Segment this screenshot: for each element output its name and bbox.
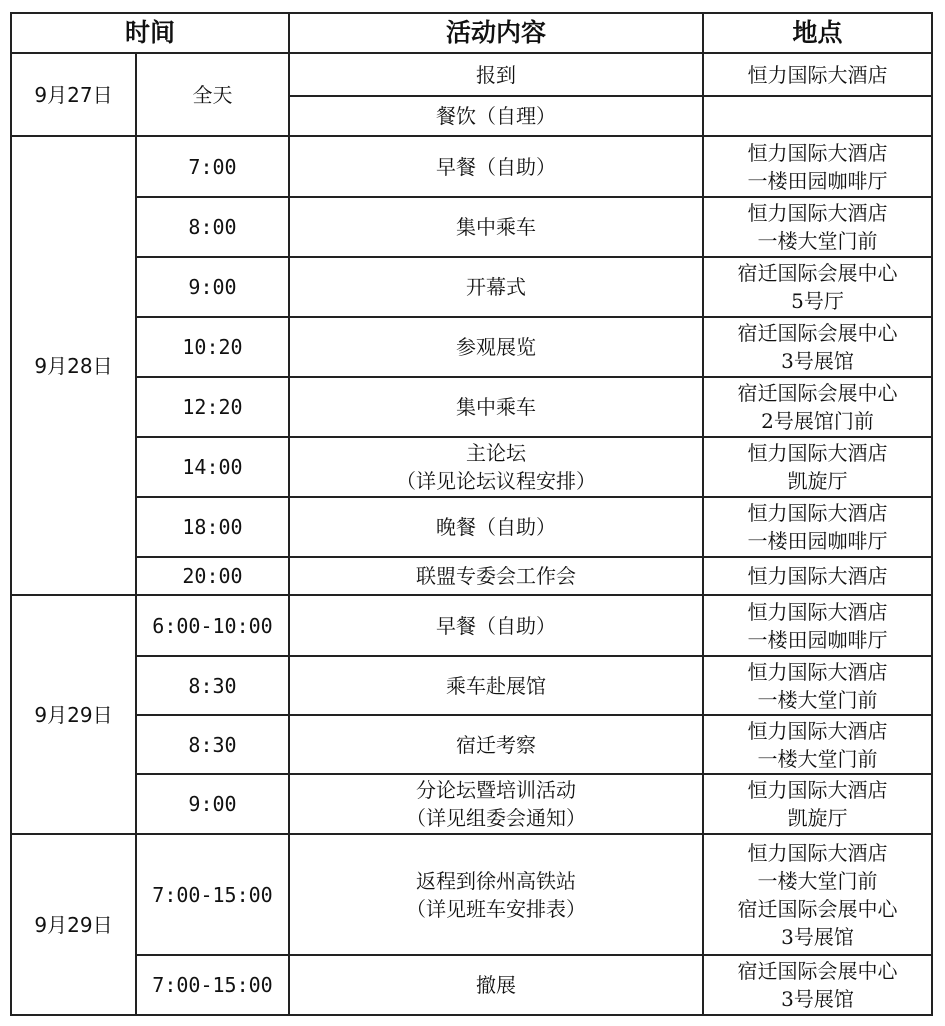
- location-line: 恒力国际大酒店: [747, 501, 888, 525]
- location-line: 恒力国际大酒店: [747, 659, 888, 684]
- location-line: 恒力国际大酒店: [747, 778, 888, 802]
- location-line: 恒力国际大酒店: [747, 140, 888, 165]
- activity-cell: [289, 834, 703, 955]
- time-cell: 8:30: [136, 715, 289, 774]
- activity-line: （详见班车安排表）: [406, 896, 587, 921]
- location-cell: [703, 656, 932, 715]
- location-line: 3号展馆: [781, 924, 854, 949]
- location-cell: [703, 317, 932, 377]
- table-row: [11, 955, 932, 1015]
- time-cell: 18:00: [136, 497, 289, 557]
- time-cell: 9:00: [136, 257, 289, 317]
- activity-cell: [289, 197, 703, 257]
- location-cell: [703, 834, 932, 955]
- table-row: [11, 834, 932, 955]
- location-line: 宿迁国际会展中心: [737, 261, 898, 285]
- location-line: 一楼大堂门前: [757, 687, 878, 712]
- location-line: 恒力国际大酒店: [747, 599, 888, 624]
- location-line: 2号展馆门前: [761, 409, 874, 433]
- location-line: 宿迁国际会展中心: [737, 381, 898, 405]
- activity-cell: [289, 136, 703, 197]
- time-cell: 8:30: [136, 656, 289, 715]
- activity-line: 联盟专委会工作会: [416, 564, 577, 588]
- date-cell: 9月29日: [11, 595, 136, 834]
- activity-cell: [289, 955, 703, 1015]
- activity-cell: [289, 497, 703, 557]
- activity-line: 乘车赴展馆: [446, 673, 547, 698]
- header-row: [11, 13, 932, 53]
- activity-cell: [289, 656, 703, 715]
- activity-line: （详见组委会通知）: [406, 806, 587, 830]
- location-cell: [703, 96, 932, 136]
- date-cell: 9月27日: [11, 53, 136, 136]
- location-cell: [703, 53, 932, 96]
- time-cell: 9:00: [136, 774, 289, 834]
- header-content: 活动内容: [289, 13, 703, 53]
- location-line: 一楼田园咖啡厅: [747, 529, 888, 553]
- location-line: 恒力国际大酒店: [747, 201, 888, 225]
- location-line: 恒力国际大酒店: [747, 62, 888, 87]
- location-line: 3号展馆: [781, 349, 854, 373]
- location-line: 一楼大堂门前: [757, 868, 878, 893]
- time-cell: 6:00-10:00: [136, 595, 289, 656]
- location-line: 恒力国际大酒店: [747, 718, 888, 743]
- location-cell: [703, 437, 932, 497]
- location-cell: [703, 497, 932, 557]
- activity-line: 早餐（自助）: [436, 154, 557, 179]
- time-cell: 14:00: [136, 437, 289, 497]
- activity-line: 晚餐（自助）: [436, 515, 557, 539]
- time-cell: 10:20: [136, 317, 289, 377]
- table-row: [11, 197, 932, 257]
- time-cell: 7:00-15:00: [136, 834, 289, 955]
- activity-line: 报到: [476, 62, 517, 87]
- activity-line: （详见论坛议程安排）: [396, 469, 597, 493]
- activity-cell: [289, 257, 703, 317]
- location-line: 一楼大堂门前: [757, 746, 878, 771]
- activity-line: 集中乘车: [456, 215, 537, 239]
- activity-line: 参观展览: [456, 335, 537, 359]
- location-line: 宿迁国际会展中心: [737, 896, 898, 921]
- table-row: [11, 136, 932, 197]
- location-cell: [703, 136, 932, 197]
- location-line: 一楼田园咖啡厅: [747, 627, 888, 652]
- activity-cell: [289, 377, 703, 437]
- time-cell: 全天: [136, 53, 289, 136]
- location-cell: [703, 377, 932, 437]
- location-line: 一楼大堂门前: [757, 229, 878, 253]
- activity-cell: [289, 595, 703, 656]
- schedule-body: [11, 53, 932, 1015]
- activity-cell: [289, 437, 703, 497]
- time-cell: 12:20: [136, 377, 289, 437]
- activity-cell: [289, 317, 703, 377]
- activity-cell: [289, 715, 703, 774]
- location-cell: [703, 955, 932, 1015]
- time-cell: 8:00: [136, 197, 289, 257]
- table-row: [11, 774, 932, 834]
- location-line: 宿迁国际会展中心: [737, 321, 898, 345]
- activity-line: 撤展: [476, 973, 517, 997]
- activity-line: 早餐（自助）: [436, 613, 557, 638]
- activity-cell: [289, 557, 703, 595]
- location-cell: [703, 595, 932, 656]
- location-line: 凯旋厅: [787, 806, 848, 830]
- table-row: [11, 595, 932, 656]
- activity-cell: [289, 53, 703, 96]
- time-cell: 7:00: [136, 136, 289, 197]
- activity-line: 返程到徐州高铁站: [416, 868, 577, 893]
- activity-cell: [289, 774, 703, 834]
- table-row: [11, 53, 932, 96]
- location-cell: [703, 715, 932, 774]
- activity-line: 分论坛暨培训活动: [416, 778, 577, 802]
- time-cell: 20:00: [136, 557, 289, 595]
- location-line: 恒力国际大酒店: [747, 564, 888, 588]
- table-row: [11, 437, 932, 497]
- activity-line: 开幕式: [466, 275, 527, 299]
- activity-line: 主论坛: [466, 441, 527, 465]
- table-row: [11, 557, 932, 595]
- header-location: 地点: [703, 13, 932, 53]
- table-row: [11, 257, 932, 317]
- table-row: [11, 317, 932, 377]
- table-row: [11, 377, 932, 437]
- location-line: 恒力国际大酒店: [747, 840, 888, 865]
- location-line: 宿迁国际会展中心: [737, 959, 898, 983]
- location-line: 恒力国际大酒店: [747, 441, 888, 465]
- location-line: 3号展馆: [781, 987, 854, 1011]
- activity-cell: [289, 96, 703, 136]
- date-cell: 9月29日: [11, 834, 136, 1015]
- table-row: [11, 656, 932, 715]
- schedule-table: [10, 12, 933, 1016]
- table-row: [11, 715, 932, 774]
- date-cell: 9月28日: [11, 136, 136, 595]
- location-cell: [703, 557, 932, 595]
- location-line: 凯旋厅: [787, 469, 848, 493]
- table-row: [11, 497, 932, 557]
- location-cell: [703, 774, 932, 834]
- activity-line: 集中乘车: [456, 395, 537, 419]
- activity-line: 宿迁考察: [456, 732, 537, 757]
- location-cell: [703, 257, 932, 317]
- location-line: 一楼田园咖啡厅: [747, 168, 888, 193]
- location-cell: [703, 197, 932, 257]
- activity-line: 餐饮（自理）: [436, 104, 557, 128]
- header-time: 时间: [11, 13, 289, 53]
- time-cell: 7:00-15:00: [136, 955, 289, 1015]
- location-line: 5号厅: [791, 289, 844, 313]
